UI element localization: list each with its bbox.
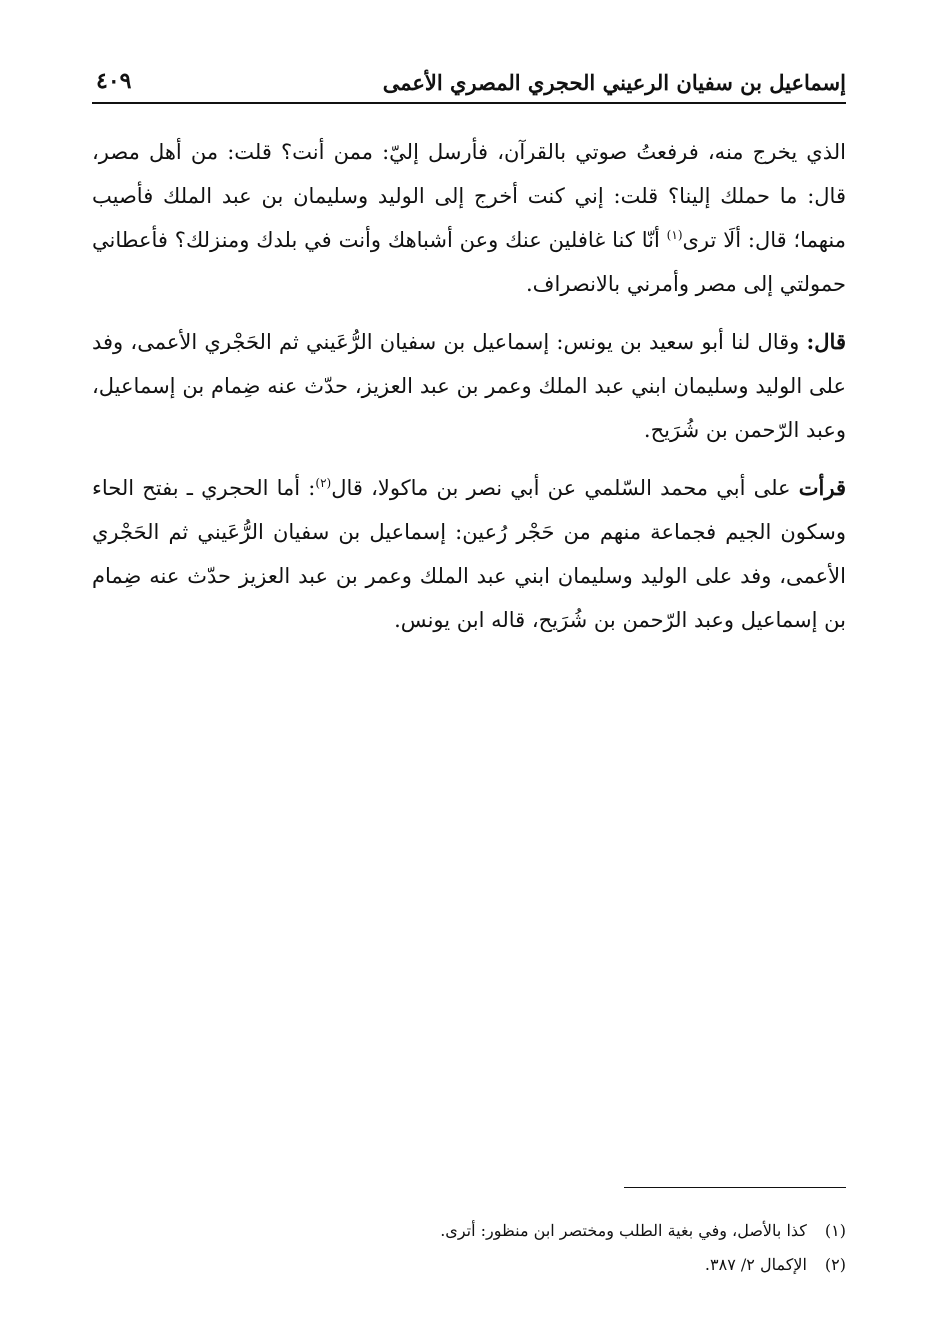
paragraph-1-text-rest: أنّا كنا غافلين عنك وعن أشباهك وأنت في بلدك ومنزلك؟ فأعطاني حمولتي إلى مصر وأمرني بالانصراف. <box>92 228 846 296</box>
footnote-ref-2: (٢) <box>315 476 332 490</box>
page-number: ٤٠٩ <box>96 68 132 94</box>
footnote-1-text: كذا بالأصل، وفي بغية الطلب ومختصر ابن منظور: أترى. <box>440 1221 807 1240</box>
running-header <box>92 62 846 104</box>
footnote-2-text: الإكمال ٢/ ٣٨٧. <box>704 1255 807 1274</box>
paragraph-3 <box>92 466 846 642</box>
paragraph-2-lead: قال: <box>806 329 846 354</box>
paragraph-3-lead: قرأت <box>798 475 846 500</box>
footnote-ref-1: (١) <box>666 228 683 242</box>
footnotes <box>92 1214 846 1282</box>
footnote-2 <box>92 1248 846 1282</box>
paragraph-1-text: الذي يخرج منه، فرفعتُ صوتي بالقرآن، فأرسل إليّ: ممن أنت؟ قلت: من أهل مصر، قال: ما حملك إلينا؟ قلت: إني كنت أخرج إلى الوليد وسليمان بن عبد الملك فأصيب منهما؛ قال: ألَا ترى <box>92 140 846 252</box>
paragraph-3-text-b: : أما الحجري ـ بفتح الحاء وسكون الجيم فجماعة منهم من حَجْر رُعين: إسماعيل بن سفيان الرُّعَيني ثم الحَجْري الأعمى، وفد على الوليد وسليمان ابني عبد الملك وعمر بن عبد العزيز حدّث عنه ضِمام بن إسماعيل وعبد الرّحمن بن شُرَيح، قاله ابن يونس. <box>92 476 846 632</box>
footnote-2-number: (٢) <box>824 1255 846 1274</box>
paragraph-2-text: وقال لنا أبو سعيد بن يونس: إسماعيل بن سفيان الرُّعَيني ثم الحَجْري الأعمى، وفد على الوليد وسليمان ابني عبد الملك وعمر بن عبد العزيز، حدّث عنه ضِمام بن إسماعيل، وعبد الرّحمن بن شُرَيح. <box>92 330 846 442</box>
header-title: إسماعيل بن سفيان الرعيني الحجري المصري الأعمى <box>382 70 846 95</box>
main-text <box>92 130 846 656</box>
paragraph-3-text-a: على أبي محمد السّلمي عن أبي نصر بن ماكولا، قال <box>331 476 791 500</box>
footnote-1-number: (١) <box>824 1221 846 1240</box>
paragraph-1 <box>92 130 846 306</box>
footnote-divider <box>624 1187 846 1188</box>
footnote-1 <box>92 1214 846 1248</box>
paragraph-2 <box>92 320 846 452</box>
